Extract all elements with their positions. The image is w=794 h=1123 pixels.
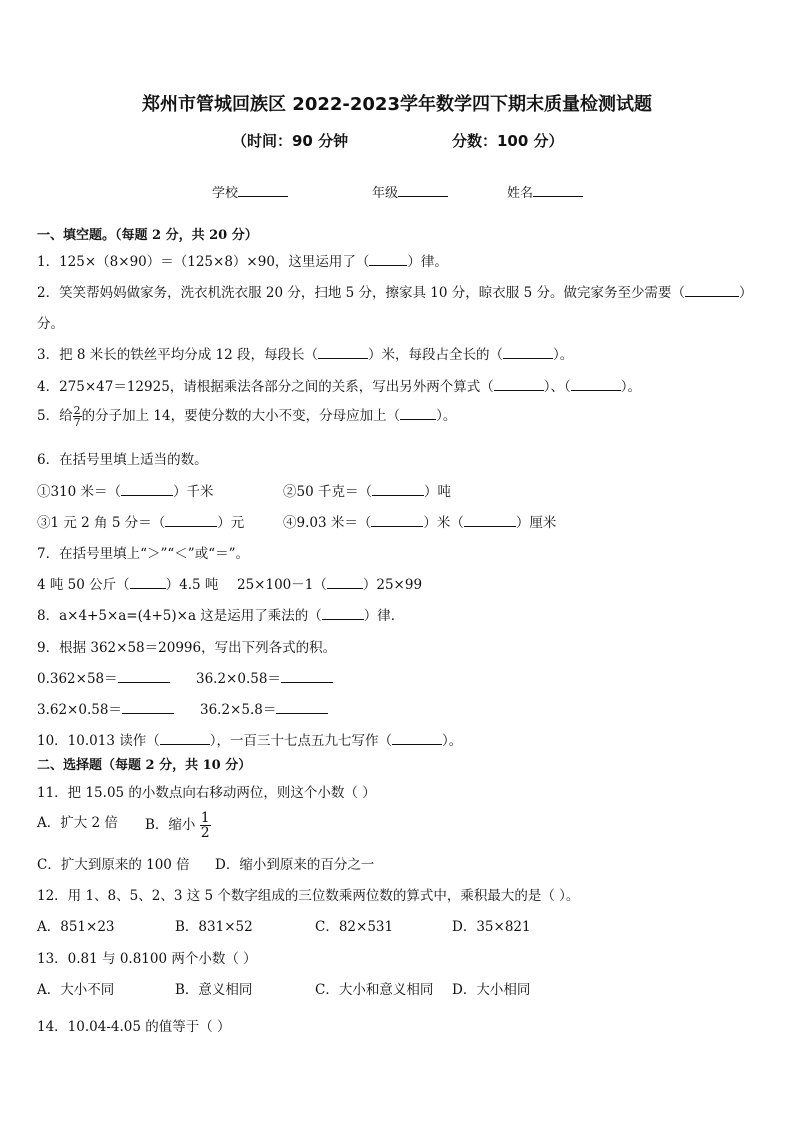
answer-blank[interactable] <box>464 514 516 527</box>
answer-blank[interactable] <box>322 607 364 620</box>
name-field <box>507 182 583 201</box>
question-6-item-1: ①310 米＝（ ）千米 <box>37 484 214 500</box>
question-8: 8．a×4+5×a=(4+5)×a 这是运用了乘法的（ ）律． <box>37 608 405 624</box>
answer-blank[interactable] <box>327 576 363 589</box>
question-13-option-b[interactable]: B．意义相同 <box>175 982 253 998</box>
answer-blank[interactable] <box>281 670 333 683</box>
question-11-option-b[interactable]: B．缩小 $\frac{1}{2}$ <box>145 810 210 841</box>
question-2-cont: 分。 <box>37 316 64 332</box>
answer-blank[interactable] <box>503 346 553 359</box>
fraction: $\frac{2}{7}$ <box>73 404 81 429</box>
answer-blank[interactable] <box>165 514 217 527</box>
answer-blank[interactable] <box>122 701 174 714</box>
name-label: 姓名 <box>507 186 534 201</box>
exam-score: 分数：100 分） <box>452 132 564 150</box>
school-field <box>212 182 288 201</box>
question-2: 2．笑笑帮妈妈做家务，洗衣机洗衣服 20 分，扫地 5 分，擦家具 10 分，晾衣服 5 分。做完家务至少需要（ ） <box>37 285 753 301</box>
answer-blank[interactable] <box>130 576 166 589</box>
question-13: 13．0.81 与 0.8100 两个小数（ ） <box>37 951 257 967</box>
question-7: 7．在括号里填上“＞”“＜”或“＝”。 <box>37 546 249 562</box>
question-9-expr-4: 36.2×5.8＝ <box>200 698 328 718</box>
answer-blank[interactable] <box>372 483 424 496</box>
question-13-option-a[interactable]: A．大小不同 <box>37 982 115 998</box>
question-9-expr-3: 3.62×0.58＝ <box>37 698 174 718</box>
question-7-item-b: 25×100－1（ ）25×99 <box>237 577 423 593</box>
answer-blank[interactable] <box>369 253 407 266</box>
answer-blank[interactable] <box>685 284 739 297</box>
question-9: 9．根据 362×58＝20996，写出下列各式的积。 <box>37 640 337 656</box>
question-6-item-4: ④9.03 米＝（ ）米（ ）厘米 <box>283 515 557 531</box>
answer-blank[interactable] <box>118 670 170 683</box>
grade-blank[interactable] <box>398 183 448 197</box>
page-title: 郑州市管城回族区 2022-2023学年数学四下期末质量检测试题 <box>142 94 652 115</box>
answer-blank[interactable] <box>121 483 173 496</box>
question-7-item-a: 4 吨 50 公斤（ ）4.5 吨 <box>37 577 219 593</box>
question-9-expr-1: 0.362×58＝ <box>37 667 170 687</box>
section-choice-heading: 二、选择题（每题 2 分，共 10 分） <box>37 758 252 773</box>
grade-field <box>372 182 448 201</box>
answer-blank[interactable] <box>400 407 436 420</box>
question-10: 10．10.013 读作（ ），一百三十七点五九七写作（ ）。 <box>37 733 463 749</box>
question-4: 4．275×47＝12925，请根据乘法各部分之间的关系，写出另外两个算式（ ）、（ ）。 <box>37 379 642 395</box>
question-3: 3．把 8 米长的铁丝平均分成 12 段，每段长（ ）米，每段占全长的（ ）。 <box>37 347 574 363</box>
answer-blank[interactable] <box>494 378 544 391</box>
question-11-option-c[interactable]: C．扩大到原来的 100 倍 <box>37 857 190 873</box>
question-11-option-a[interactable]: A．扩大 2 倍 <box>37 815 118 831</box>
question-12-option-c[interactable]: C．82×531 <box>315 919 394 935</box>
name-blank[interactable] <box>533 183 583 197</box>
answer-blank[interactable] <box>392 732 442 745</box>
grade-label: 年级 <box>372 186 399 201</box>
question-6: 6．在括号里填上适当的数。 <box>37 452 208 468</box>
fraction: $\frac{1}{2}$ <box>200 810 210 841</box>
question-13-option-c[interactable]: C．大小和意义相同 <box>315 982 434 998</box>
question-12-option-a[interactable]: A．851×23 <box>37 919 115 935</box>
question-1: 1．125×（8×90）＝（125×8）×90，这里运用了（ ）律。 <box>37 254 448 270</box>
exam-time: （时间：90 分钟 <box>232 132 349 150</box>
answer-blank[interactable] <box>160 732 210 745</box>
question-5: 5．给 $\frac{2}{7}$ 的分子加上 14，要使分数的大小不变，分母应加上（ ）。 <box>37 404 457 429</box>
question-13-option-d[interactable]: D．大小相同 <box>452 982 531 998</box>
answer-blank[interactable] <box>276 701 328 714</box>
question-12-option-d[interactable]: D．35×821 <box>452 919 531 935</box>
question-11-option-d[interactable]: D．缩小到原来的百分之一 <box>215 857 375 873</box>
question-6-item-2: ②50 千克＝（ ）吨 <box>283 484 451 500</box>
question-11: 11．把 15.05 的小数点向右移动两位，则这个小数（ ） <box>37 785 376 801</box>
school-blank[interactable] <box>238 183 288 197</box>
answer-blank[interactable] <box>371 514 423 527</box>
answer-blank[interactable] <box>318 346 368 359</box>
section-fill-heading: 一、填空题。（每题 2 分，共 20 分） <box>37 228 258 243</box>
question-9-expr-2: 36.2×0.58＝ <box>196 667 333 687</box>
question-12-option-b[interactable]: B．831×52 <box>175 919 253 935</box>
answer-blank[interactable] <box>571 378 621 391</box>
question-14: 14．10.04-4.05 的值等于（ ） <box>37 1019 231 1035</box>
question-12: 12．用 1、8、5、2、3 这 5 个数字组成的三位数乘两位数的算式中，乘积最大的是（ ）。 <box>37 888 580 904</box>
school-label: 学校 <box>212 186 239 201</box>
question-6-item-3: ③1 元 2 角 5 分＝（ ）元 <box>37 515 245 531</box>
